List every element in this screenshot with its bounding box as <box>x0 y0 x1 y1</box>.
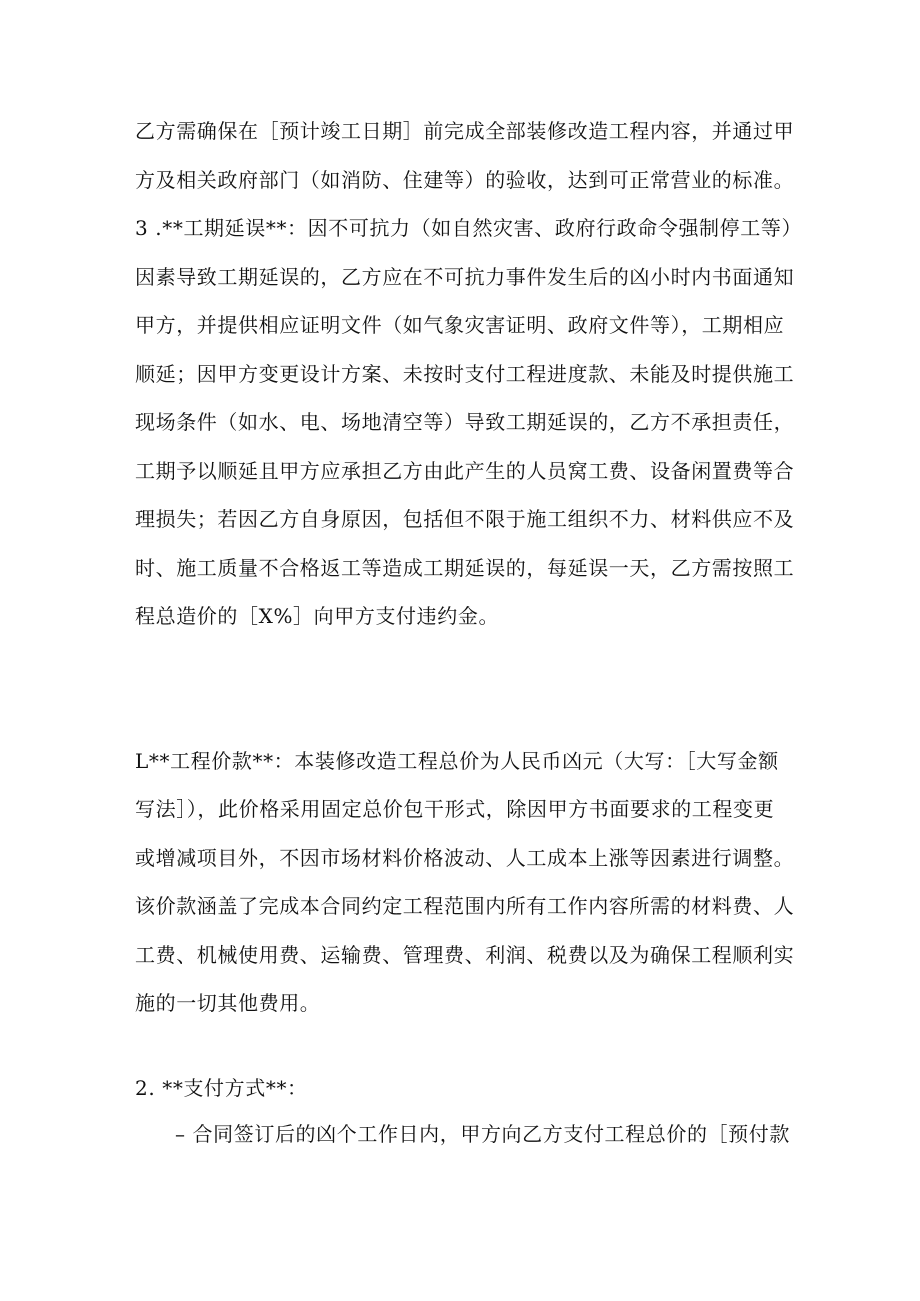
text-line: 现场条件（如水、电、场地清空等）导致工期延误的，乙方不承担责任， <box>135 410 795 434</box>
list-item: – 合同签订后的凶个工作日内，甲方向乙方支付工程总价的［预付款 <box>175 1122 790 1146</box>
text-line: 时、施工质量不合格返工等造成工期延误的，每延误一天，乙方需按照工 <box>135 556 795 580</box>
text-line: 工期予以顺延且甲方应承担乙方由此产生的人员窝工费、设备闲置费等合 <box>135 459 795 483</box>
text-line: 工费、机械使用费、运输费、管理费、利润、税费以及为确保工程顺利实 <box>135 943 795 967</box>
text-line: 方及相关政府部门（如消防、住建等）的验收，达到可正常营业的标准。 <box>135 168 795 192</box>
text-line: 因素导致工期延误的，乙方应在不可抗力事件发生后的凶小时内书面通知 <box>135 265 795 289</box>
text-line: 或增减项目外，不因市场材料价格波动、人工成本上涨等因素进行调整。 <box>135 846 795 870</box>
text-line: 3 .**工期延误**：因不可抗力（如自然灾害、政府行政命令强制停工等） <box>135 216 803 240</box>
text-line: 甲方，并提供相应证明文件（如气象灾害证明、政府文件等），工期相应 <box>135 313 785 337</box>
text-line: 施的一切其他费用。 <box>135 991 321 1015</box>
text-line: 乙方需确保在［预计竣工日期］前完成全部装修改造工程内容，并通过甲 <box>135 119 795 143</box>
text-line: 写法］），此价格采用固定总价包干形式，除因甲方书面要求的工程变更 <box>135 797 775 821</box>
text-line: 顺延；因甲方变更设计方案、未按时支付工程进度款、未能及时提供施工 <box>135 362 795 386</box>
section-heading: 2. **支付方式**： <box>135 1076 308 1100</box>
text-line: 该价款涵盖了完成本合同约定工程范围内所有工作内容所需的材料费、人 <box>135 894 795 918</box>
text-line: 程总造价的［X%］向甲方支付违约金。 <box>135 604 500 628</box>
text-line: 理损失；若因乙方自身原因，包括但不限于施工组织不力、材料供应不及 <box>135 507 795 531</box>
text-line: L**工程价款**：本装修改造工程总价为人民币凶元（大写：［大写金额 <box>135 749 779 773</box>
